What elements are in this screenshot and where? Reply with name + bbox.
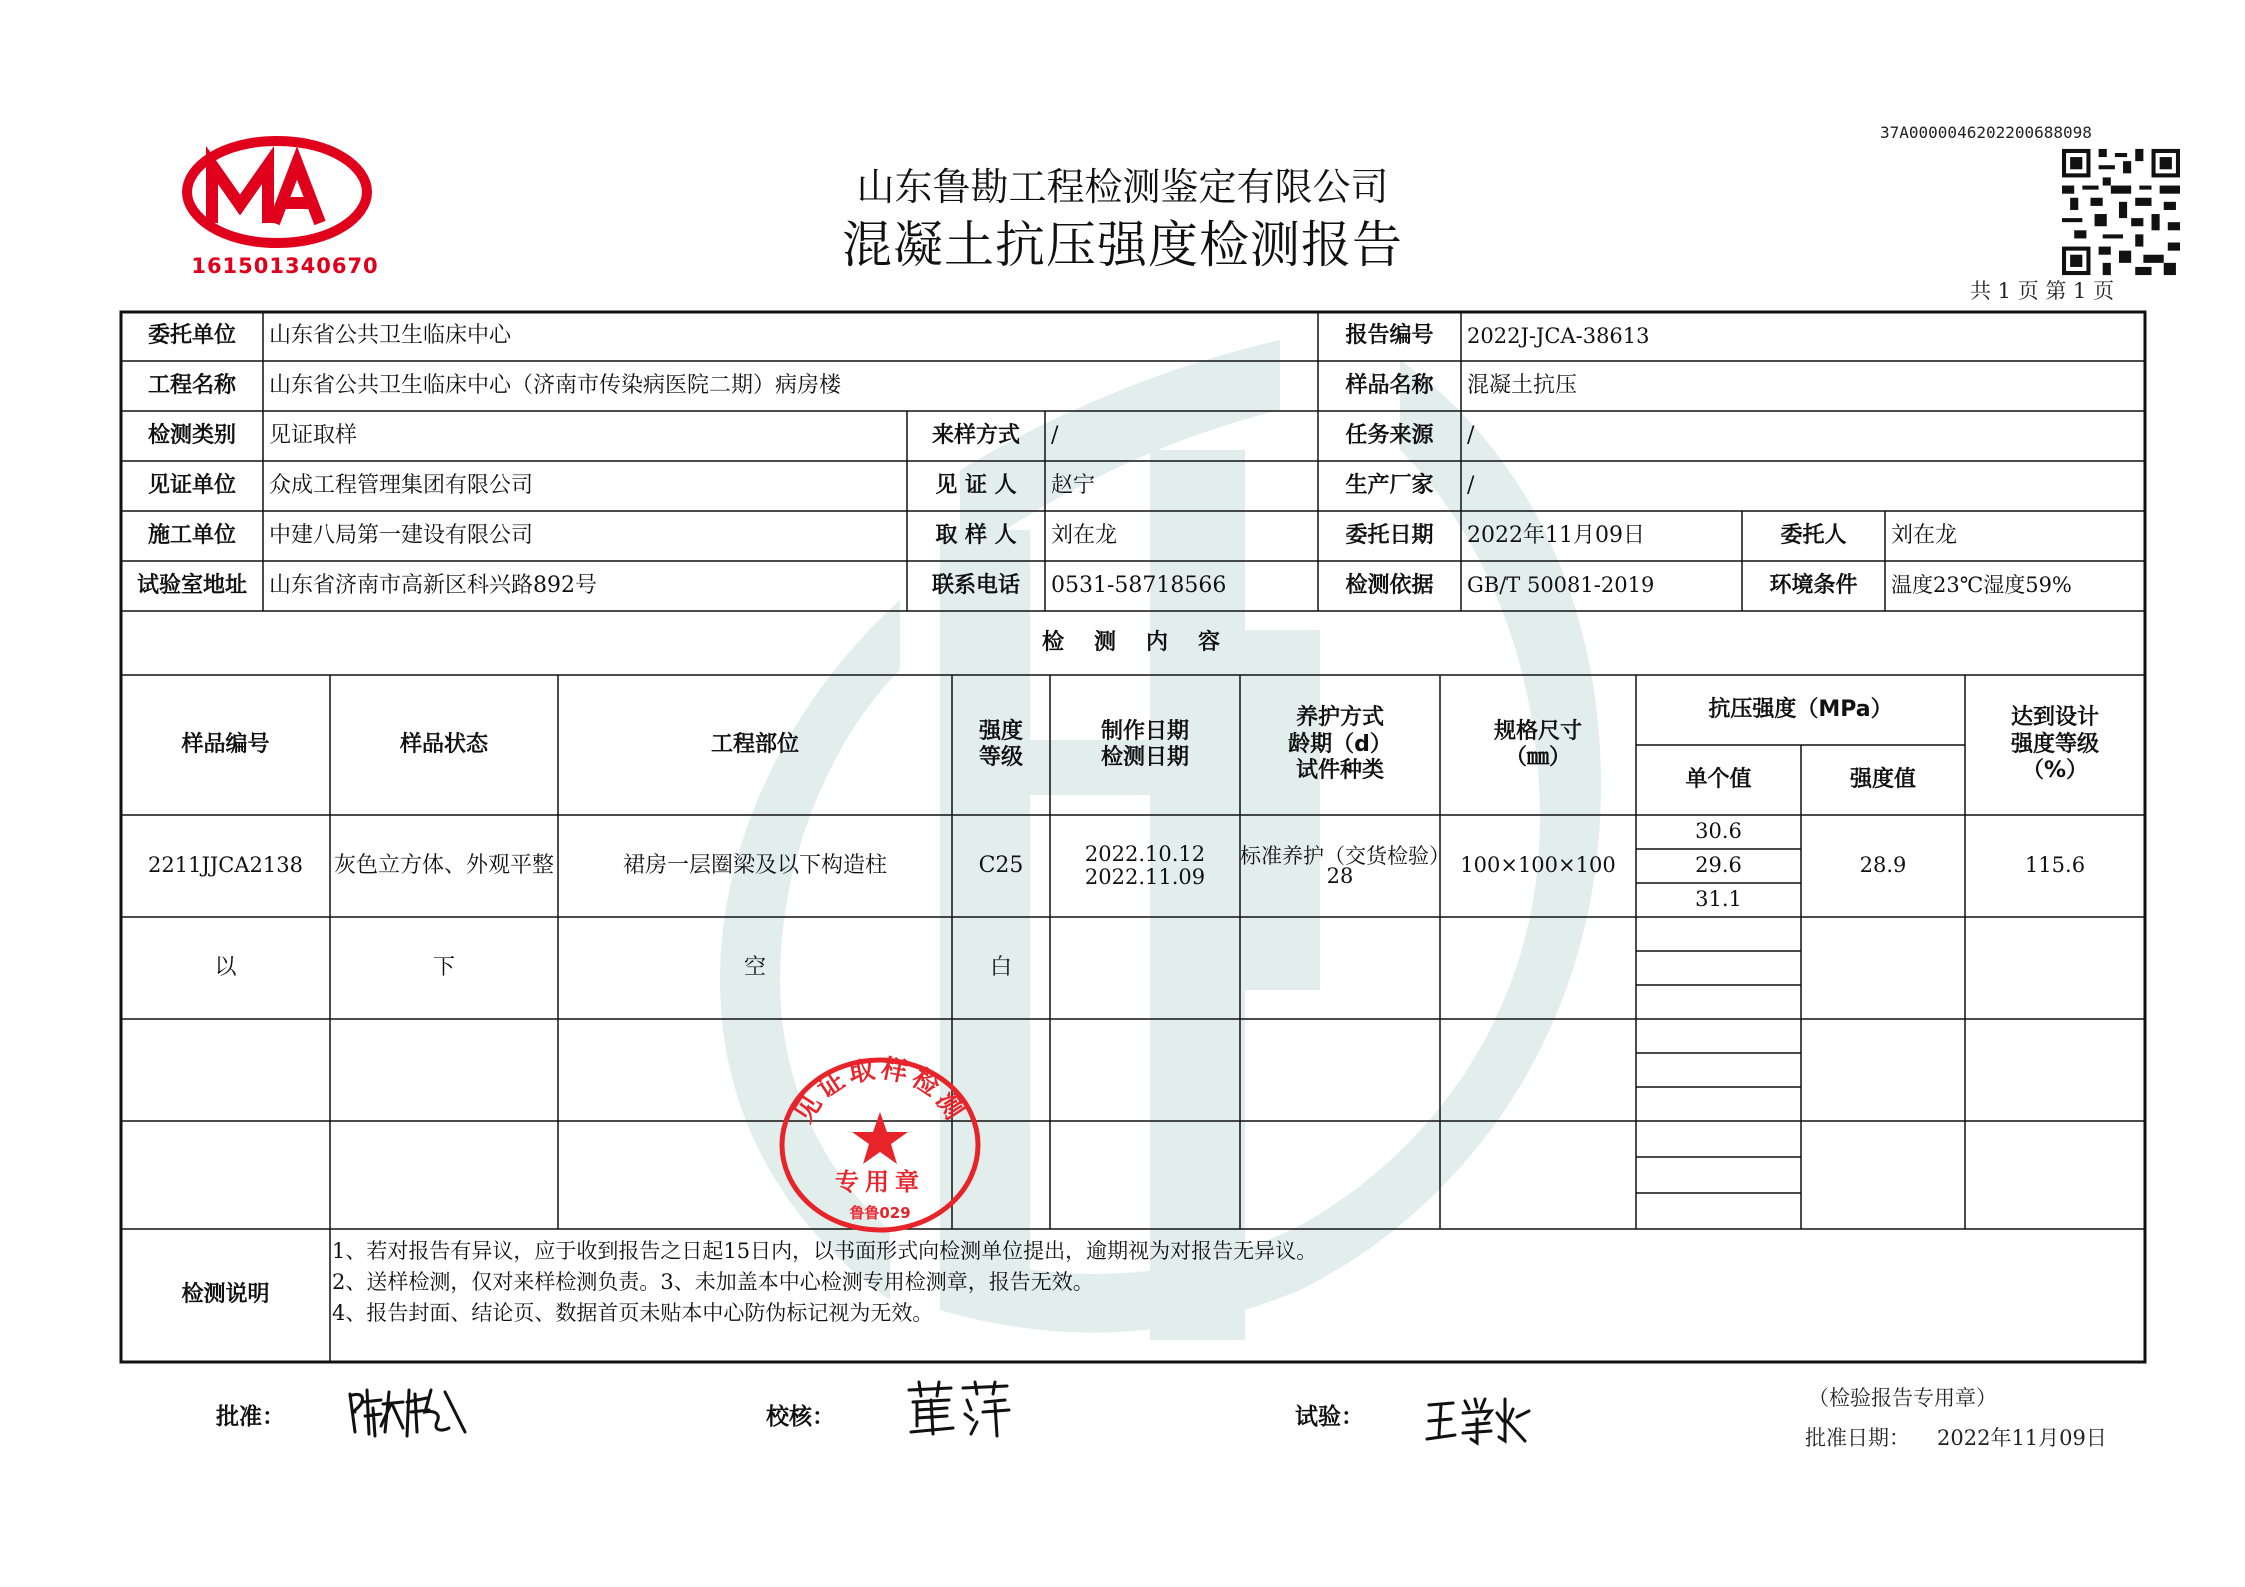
project-label: 工程名称 xyxy=(147,372,236,398)
row1-sample-state: 灰色立方体、外观平整 xyxy=(333,852,554,878)
sampling-mode-value: / xyxy=(1051,422,1059,448)
approve-date-value: 2022年11月09日 xyxy=(1937,1426,2107,1450)
manufacturer-label: 生产厂家 xyxy=(1345,472,1434,498)
row1-age: 28 xyxy=(1326,864,1354,888)
col-design xyxy=(1965,675,2145,815)
project-value: 山东省公共卫生临床中心（济南市传染病医院二期）病房楼 xyxy=(269,372,842,398)
sample-name-label: 样品名称 xyxy=(1345,372,1434,398)
approve-date-label: 批准日期： xyxy=(1805,1426,1910,1450)
col-sample-no: 样品编号 xyxy=(181,731,270,757)
row1-curing: 标准养护（交货检验） xyxy=(1240,844,1450,868)
col-grade-line2: 等级 xyxy=(978,745,1023,770)
report-no-label: 报告编号 xyxy=(1345,323,1434,349)
client-label: 委托单位 xyxy=(147,323,236,349)
commissioner-label: 委托人 xyxy=(1780,522,1847,548)
svg-text:C: C xyxy=(207,215,208,216)
row1-size: 100×100×100 xyxy=(1460,853,1616,878)
col-single: 单个值 xyxy=(1685,766,1752,792)
test-label: 试验： xyxy=(1295,1404,1364,1430)
col-curing-line1: 养护方式 xyxy=(1295,705,1384,731)
col-sample-state: 样品状态 xyxy=(399,731,488,757)
note-3: 4、报告封面、结论页、数据首页未贴本中心防伪标记视为无效。 xyxy=(332,1301,934,1325)
stamp-text-mid: 专用章 xyxy=(835,1168,925,1196)
col-curing-line3: 试件种类 xyxy=(1295,758,1384,784)
approve-label: 批准： xyxy=(216,1404,285,1430)
blank-marker-4: 白 xyxy=(989,954,1012,980)
witness-unit-label: 见证单位 xyxy=(147,472,236,498)
stamp-text-code: 鲁鲁029 xyxy=(849,1204,911,1222)
report-title: 混凝土抗压强度检测报告 xyxy=(842,216,1403,274)
col-curing xyxy=(1240,675,1440,815)
report-no-value: 2022J-JCA-38613 xyxy=(1467,323,1650,348)
col-design-line3: （%） xyxy=(2021,758,2089,784)
row1-curing-cell xyxy=(1240,815,1450,917)
col-strength-value: 强度值 xyxy=(1849,766,1916,792)
manufacturer-value: / xyxy=(1467,472,1475,498)
col-size-line2: （㎜） xyxy=(1504,745,1571,770)
col-dates-line1: 制作日期 xyxy=(1100,718,1189,744)
col-curing-line2: 龄期（d） xyxy=(1288,731,1392,757)
row1-grade: C25 xyxy=(978,852,1024,878)
test-type-label: 检测类别 xyxy=(147,422,236,448)
col-grade xyxy=(952,675,1050,815)
phone-label: 联系电话 xyxy=(931,572,1020,598)
commissioner-value: 刘在龙 xyxy=(1891,522,1958,548)
row1-make-date: 2022.10.12 xyxy=(1084,841,1206,866)
row1-sample-no: 2211JJCA2138 xyxy=(148,853,303,878)
cma-code: 161501340670 xyxy=(191,254,379,278)
blank-marker-1: 以 xyxy=(214,954,237,980)
environment-value: 温度23℃湿度59% xyxy=(1891,573,2072,598)
content-title: 检 测 内 容 xyxy=(1041,629,1224,655)
col-dates xyxy=(1050,675,1240,815)
client-value: 山东省公共卫生临床中心 xyxy=(269,323,512,349)
sampler-value: 刘在龙 xyxy=(1051,522,1118,548)
witness-unit-value: 众成工程管理集团有限公司 xyxy=(269,472,534,498)
row1-location: 裙房一层圈梁及以下构造柱 xyxy=(622,852,887,878)
test-type-value: 见证取样 xyxy=(269,422,358,448)
lab-address-label: 试验室地址 xyxy=(136,572,247,598)
notes-label: 检测说明 xyxy=(181,1282,270,1308)
note-2: 2、送样检测，仅对来样检测负责。3、未加盖本中心检测专用检测章，报告无效。 xyxy=(332,1270,1094,1294)
serial-number: 37A0000046202200688098 xyxy=(1880,123,2092,142)
col-strength: 抗压强度（MPa） xyxy=(1708,696,1893,722)
sampling-mode-label: 来样方式 xyxy=(931,422,1020,448)
construction-unit-value: 中建八局第一建设有限公司 xyxy=(269,522,534,548)
company-name: 山东鲁勘工程检测鉴定有限公司 xyxy=(856,165,1389,209)
approve-signature xyxy=(345,1382,475,1442)
row1-single-1: 30.6 xyxy=(1695,819,1742,844)
basis-label: 检测依据 xyxy=(1345,572,1434,598)
page-info: 共 1 页 第 1 页 xyxy=(1970,279,2115,303)
commission-date-value: 2022年11月09日 xyxy=(1467,522,1645,548)
sample-name-value: 混凝土抗压 xyxy=(1467,372,1578,398)
col-design-line1: 达到设计 xyxy=(2010,705,2099,731)
task-source-label: 任务来源 xyxy=(1345,422,1434,448)
col-location: 工程部位 xyxy=(710,731,799,757)
col-design-line2: 强度等级 xyxy=(2010,731,2099,757)
row1-single-3: 31.1 xyxy=(1695,887,1742,912)
note-1: 1、若对报告有异议，应于收到报告之日起15日内，以书面形式向检测单位提出，逾期视为对报告无异议。 xyxy=(332,1239,1318,1263)
col-size xyxy=(1440,675,1636,815)
col-grade-line1: 强度 xyxy=(978,718,1023,744)
basis-value: GB/T 50081-2019 xyxy=(1467,573,1655,598)
witness-value: 赵宁 xyxy=(1051,472,1096,498)
blank-marker-3: 空 xyxy=(743,954,766,980)
row1-single-2: 29.6 xyxy=(1695,853,1742,878)
test-signature xyxy=(1425,1395,1535,1450)
row1-design-percent: 115.6 xyxy=(2024,853,2086,878)
phone-value: 0531-58718566 xyxy=(1051,572,1227,598)
row1-strength-value: 28.9 xyxy=(1859,853,1907,878)
review-label: 校核： xyxy=(766,1404,835,1430)
col-dates-line2: 检测日期 xyxy=(1100,745,1189,770)
task-source-value: / xyxy=(1467,422,1475,448)
witness-label: 见 证 人 xyxy=(935,472,1017,498)
construction-unit-label: 施工单位 xyxy=(147,522,236,548)
environment-label: 环境条件 xyxy=(1769,572,1858,598)
col-size-line1: 规格尺寸 xyxy=(1493,718,1582,744)
row1-dates xyxy=(1050,815,1240,917)
witness-sampling-stamp xyxy=(775,1050,985,1235)
review-signature xyxy=(905,1380,1015,1440)
sampler-label: 取 样 人 xyxy=(935,522,1017,548)
notes-list xyxy=(332,1236,1317,1329)
stamp-text-top: 见证取样检测 xyxy=(788,1053,972,1129)
row1-test-date: 2022.11.09 xyxy=(1084,865,1206,889)
blank-marker-2: 下 xyxy=(432,954,455,980)
seal-note: （检验报告专用章） xyxy=(1808,1386,1997,1410)
lab-address-value: 山东省济南市高新区科兴路892号 xyxy=(269,572,597,598)
commission-date-label: 委托日期 xyxy=(1345,522,1434,548)
